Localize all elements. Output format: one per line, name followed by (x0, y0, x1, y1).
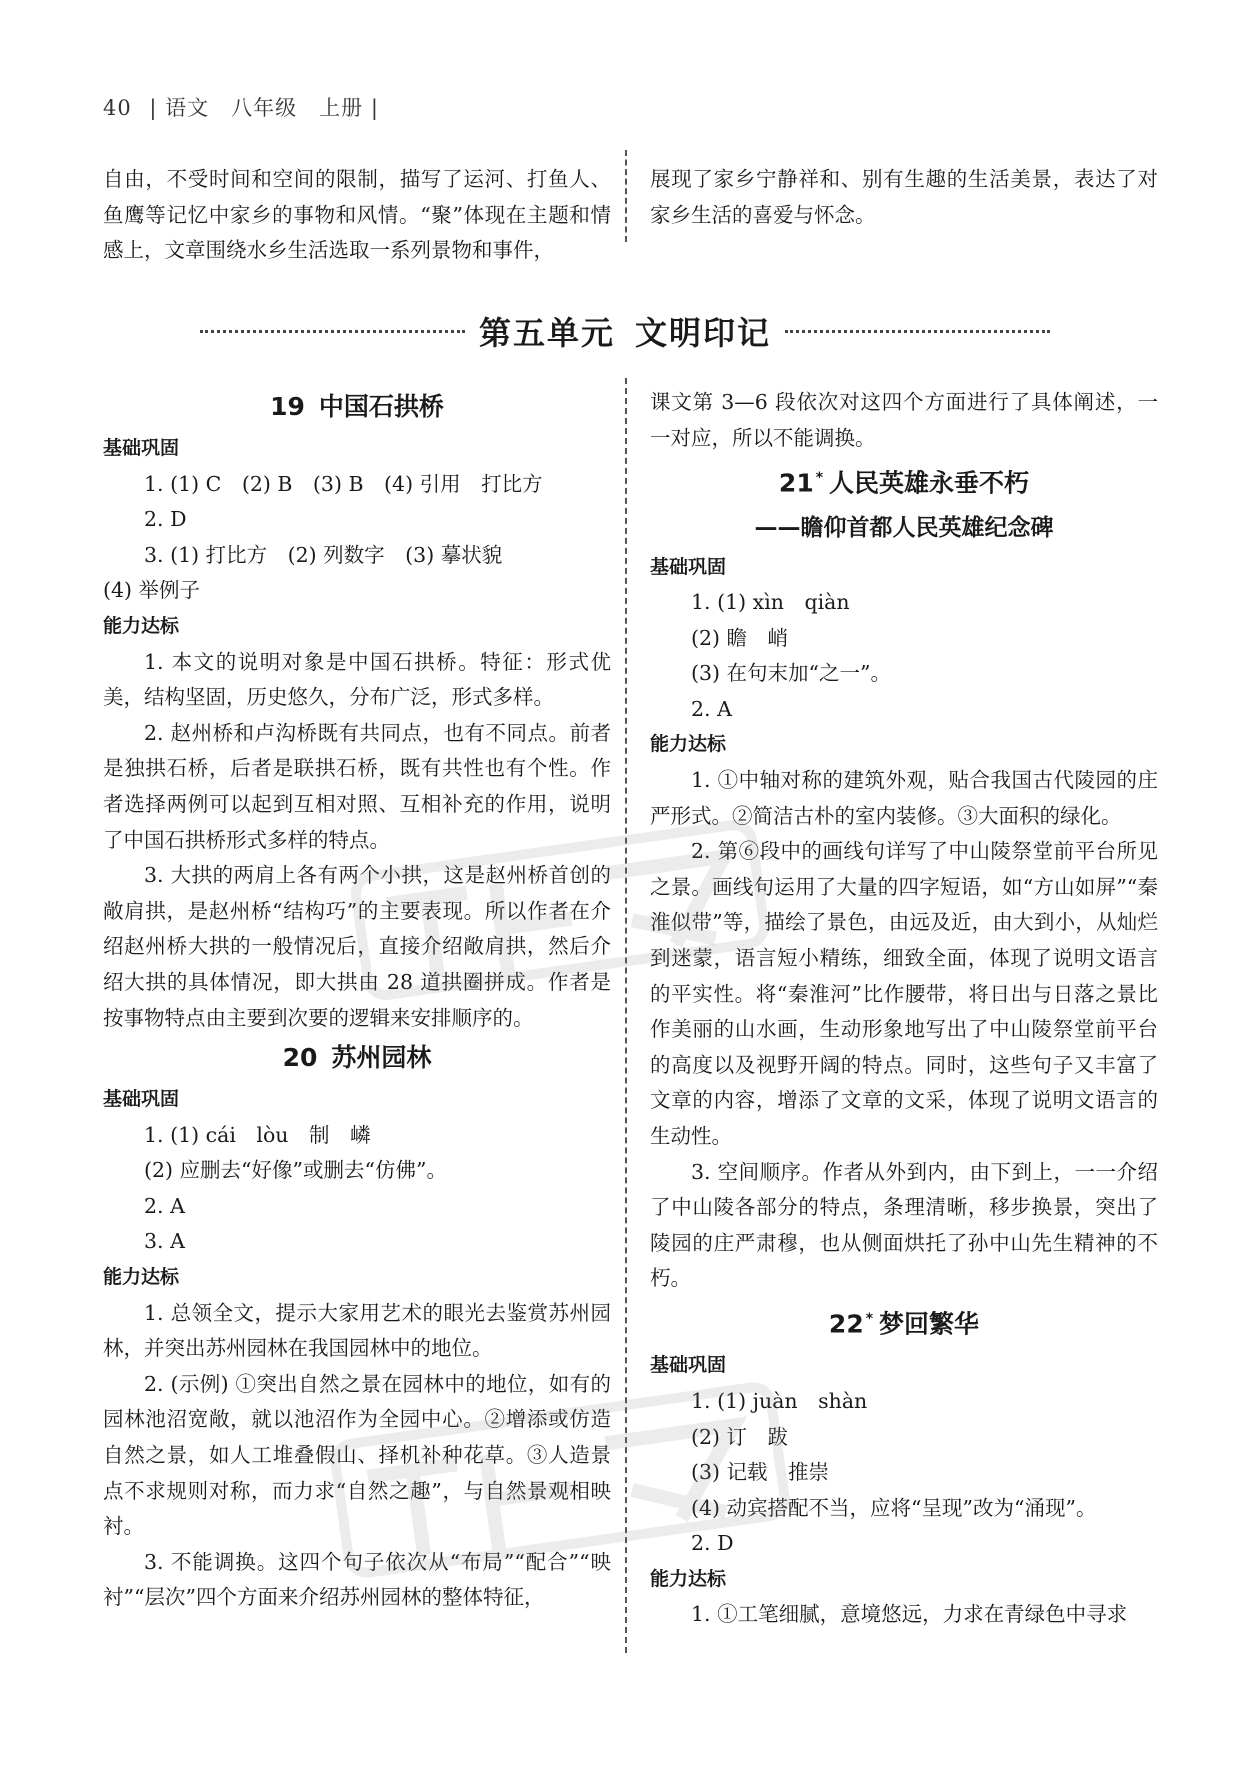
column-divider-top (625, 150, 627, 242)
answer-paragraph: 2. (示例) ①突出自然之景在园林中的地位，如有的园林池沼宽敞，就以池沼作为全园中心。②增添或仿造自然之景，如人工堆叠假山、择机补种花草。③人造景点不求规则对称，而力求“自然之趣”，与自然景观相映衬。 (103, 1371, 611, 1539)
section-heading: 基础巩固 (650, 555, 727, 578)
answer-paragraph: 1. 总领全文，提示大家用艺术的眼光去鉴赏苏州园林，并突出苏州园林在我国园林中的地位。 (103, 1300, 611, 1361)
lesson-21-title: 21 * 人民英雄永垂不朽 (778, 468, 1030, 498)
answer-paragraph: 2. 赵州桥和卢沟桥既有共同点，也有不同点。前者是独拱石桥，后者是联拱石桥，既有共性也有个性。作者选择两例可以起到互相对照、互相补充的作用，说明了中国石拱桥形式多样的特点。 (103, 720, 611, 852)
answer-paragraph: 3. 不能调换。这四个句子依次从“布局”“配合”“映衬”“层次”四个方面来介绍苏州园林的整体特征， (103, 1549, 611, 1610)
answer-line: 2. D (144, 507, 187, 532)
answer-line: (4) 动宾搭配不当，应将“呈现”改为“涌现”。 (691, 1495, 1097, 1520)
dotted-rule-left (200, 330, 465, 333)
top-right-text: 展现了家乡宁静祥和、别有生趣的生活美景，表达了对家乡生活的喜爱与怀念。 (650, 167, 1158, 227)
answer-line: (2) 应删去“好像”或删去“仿佛”。 (144, 1158, 447, 1183)
lesson-19-title: 19 中国石拱桥 (270, 392, 444, 421)
answer-line: 3. (1) 打比方 (2) 列数字 (3) 摹状貌 (144, 542, 503, 567)
answer-line: (3) 在句末加“之一”。 (691, 661, 892, 686)
answer-paragraph: 2. 第⑥段中的画线句详写了中山陵祭堂前平台所见之景。画线句运用了大量的四字短语，如“方山如屏”“秦淮似带”等，描绘了景色，由远及近，由大到小，从灿烂到迷蒙，语言短小精练，细致全面，体现了说明文语言的平实性。将“秦淮河”比作腰带，将日出与日落之景比作美丽的山水画，生动形象地写出了中山陵祭堂前平台的高度以及视野开阔的特点。同时，这些句子又丰富了文章的内容，增添了文章的文采，体现了说明文语言的生动性。 (650, 839, 1158, 1149)
lesson-20-title: 20 苏州园林 (282, 1043, 432, 1073)
answer-line: 1. (1) xìn qiàn (691, 590, 850, 615)
page-number: 40 (103, 96, 132, 120)
answer-line: 2. A (691, 696, 732, 721)
answer-line: 1. (1) cái lòu 制 嶙 (144, 1122, 371, 1147)
dotted-rule-right (785, 330, 1050, 333)
left-column (103, 385, 611, 1616)
section-heading: 能力达标 (650, 733, 727, 756)
book-title: | 语文 八年级 上册 | (149, 96, 379, 120)
section-heading: 能力达标 (103, 614, 180, 637)
page-header (103, 92, 379, 122)
answer-paragraph: 1. ①中轴对称的建筑外观，贴合我国古代陵园的庄严形式。②简洁古朴的室内装修。③大面积的绿化。 (650, 768, 1158, 828)
lesson-22-title: 22 * 梦回繁华 (828, 1309, 980, 1339)
lesson-21-subtitle: ——瞻仰首都人民英雄纪念碑 (754, 514, 1054, 541)
answer-line: 2. D (691, 1531, 734, 1556)
answer-line: 1. (1) juàn shàn (691, 1388, 868, 1413)
answer-line: 3. A (144, 1229, 185, 1254)
column-divider (625, 378, 627, 1653)
section-heading: 能力达标 (650, 1567, 727, 1590)
top-left-text: 自由，不受时间和空间的限制，描写了运河、打鱼人、鱼鹰等记忆中家乡的事物和风情。“聚”体现在主题和情感上，文章围绕水乡生活选取一系列景物和事件， (103, 167, 611, 263)
answer-line: 1. (1) C (2) B (3) B (4) 引用 打比方 (144, 471, 543, 496)
unit-name: 第五单元 (478, 314, 615, 352)
section-heading: 基础巩固 (103, 437, 180, 459)
answer-paragraph: 1. 本文的说明对象是中国石拱桥。特征：形式优美，结构坚固，历史悠久，分布广泛，形式多样。 (103, 649, 611, 710)
section-heading: 基础巩固 (650, 1354, 727, 1377)
right-column (650, 385, 1158, 1633)
answer-line: 2. A (144, 1193, 185, 1218)
section-heading: 能力达标 (103, 1266, 180, 1289)
unit-theme: 文明印记 (635, 314, 772, 352)
answer-paragraph-continued: 课文第 3—6 段依次对这四个方面进行了具体阐述，一一对应，所以不能调换。 (650, 390, 1158, 450)
answer-line: (4) 举例子 (103, 578, 201, 603)
answer-line: (2) 瞻 峭 (691, 625, 789, 650)
answer-line: (3) 记载 推崇 (691, 1460, 830, 1485)
answer-paragraph: 3. 空间顺序。作者从外到内，由下到上，一一介绍了中山陵各部分的特点，条理清晰，移步换景，突出了陵园的庄严肃穆，也从侧面烘托了孙中山先生精神的不朽。 (650, 1159, 1158, 1291)
section-heading: 基础巩固 (103, 1088, 180, 1111)
unit-heading (0, 308, 1250, 354)
answer-paragraph: 3. 大拱的两肩上各有两个小拱，这是赵州桥首创的敞肩拱，是赵州桥“结构巧”的主要表现。所以作者在介绍赵州桥大拱的一般情况后，直接介绍敞肩拱，然后介绍大拱的具体情况，即大拱由 28 道拱圈拼成。作者是按事物特点由主要到次要的逻辑来安排顺序的。 (103, 863, 611, 1030)
answer-paragraph: 1. ①工笔细腻，意境悠远，力求在青绿色中寻求 (691, 1602, 1128, 1627)
answer-line: (2) 订 跋 (691, 1424, 789, 1449)
